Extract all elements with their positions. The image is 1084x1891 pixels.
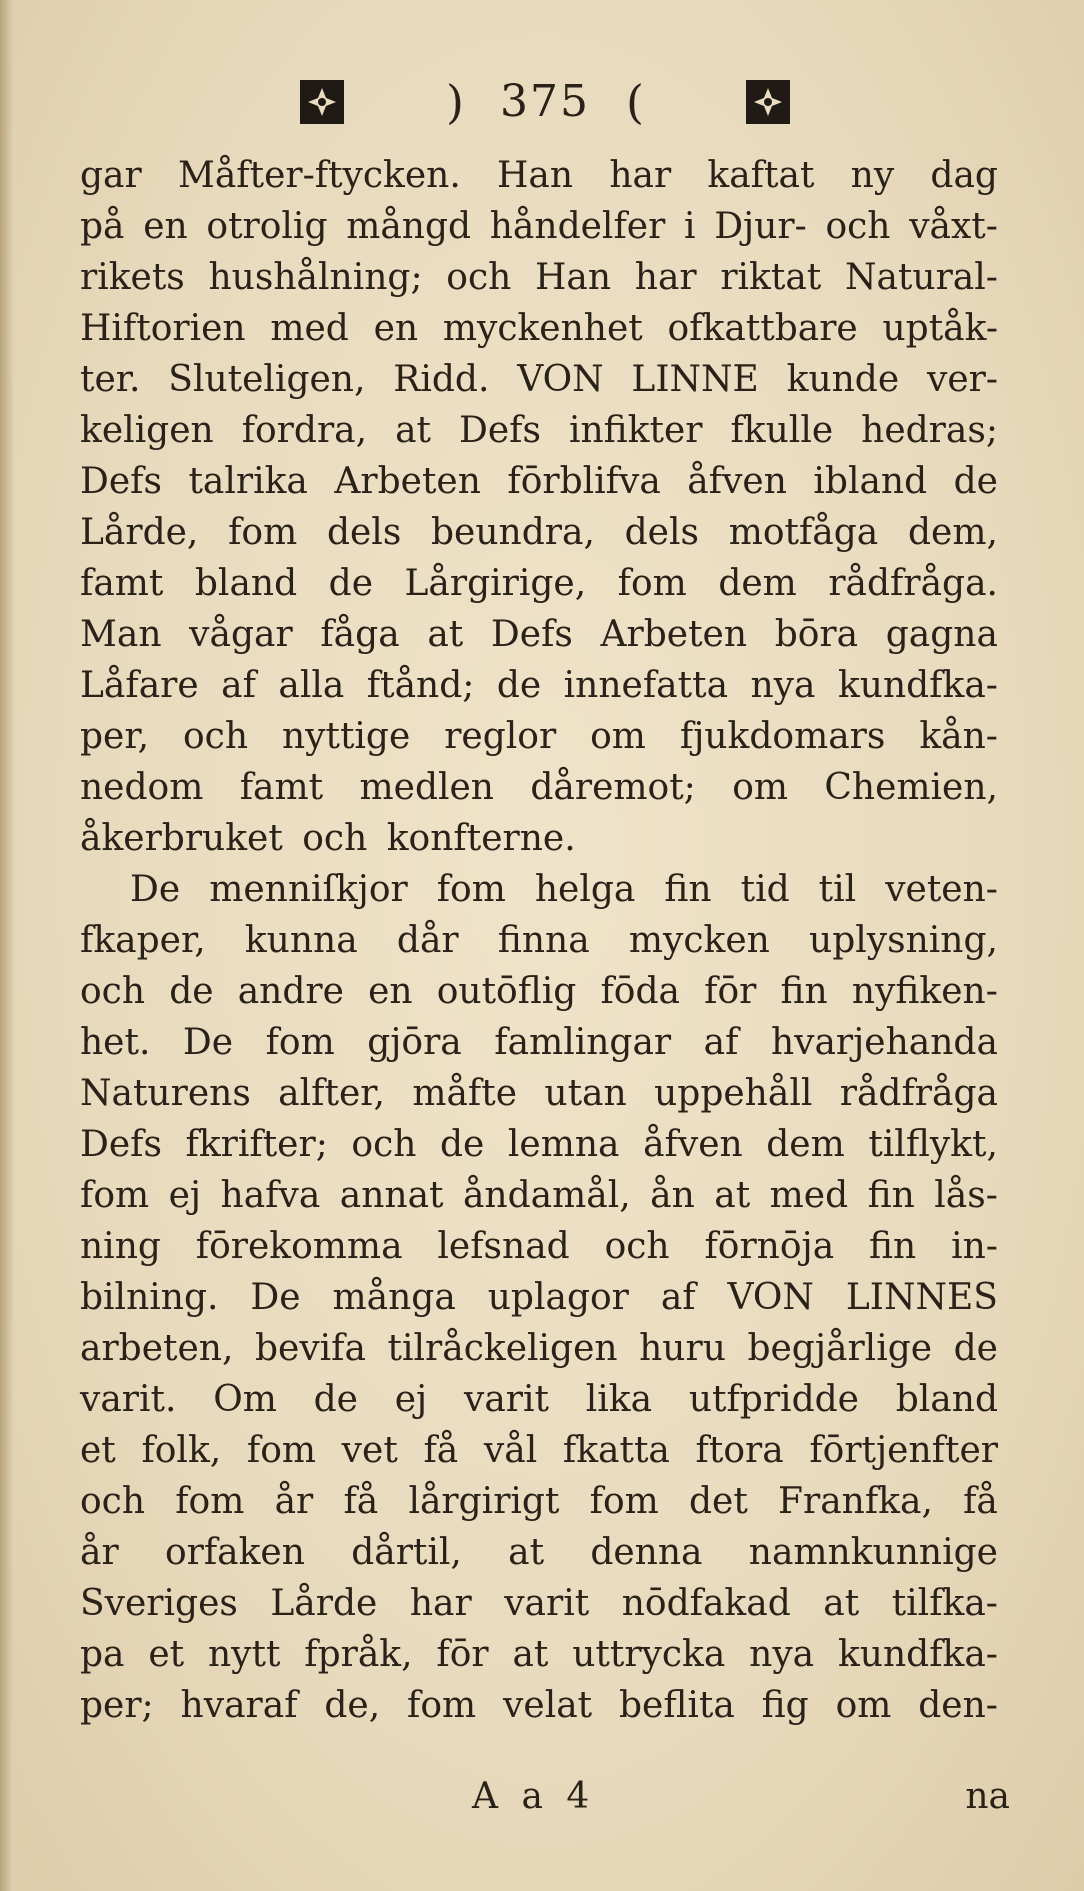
body-text bbox=[80, 150, 998, 1731]
text-line: arbeten, bevifa tilråckeligen huru begjårlige de bbox=[80, 1328, 998, 1369]
text-line: fkaper, kunna dår finna mycken uplysning, bbox=[80, 920, 998, 961]
text-line: Sveriges Lårde har varit nōdfakad at tilfka- bbox=[80, 1583, 998, 1624]
page-footer bbox=[80, 1776, 1010, 1836]
text-line: ter. Sluteligen, Ridd. VON LINNE kunde ver- bbox=[80, 359, 998, 400]
left-ornament-icon bbox=[300, 80, 344, 124]
text-line: famt bland de Lårgirige, fom dem rådfråga. bbox=[80, 563, 998, 604]
page-header bbox=[300, 72, 790, 132]
text-line: fom ej hafva annat åndamål, ån at med fin lås- bbox=[80, 1175, 998, 1216]
text-line: åkerbruket och konfterne. bbox=[80, 818, 576, 859]
text-line: Hiftorien med en myckenhet ofkattbare uptåk- bbox=[80, 308, 998, 349]
page-binding-edge bbox=[0, 0, 14, 1891]
text-line: Lårde, fom dels beundra, dels motfåga dem, bbox=[80, 512, 998, 553]
text-line: bilning. De många uplagor af VON LINNES bbox=[80, 1277, 998, 1318]
text-line: pa et nytt fpråk, fōr at uttrycka nya kundfka- bbox=[80, 1634, 998, 1675]
header-center bbox=[446, 75, 644, 129]
text-line: på en otrolig mångd håndelfer i Djur- och våxt- bbox=[80, 206, 998, 247]
signature-mark: A a 4 bbox=[472, 1776, 596, 1817]
left-bracket: ) bbox=[446, 75, 464, 129]
text-line: Defs talrika Arbeten fōrblifva åfven ibland de bbox=[80, 461, 998, 502]
text-line: år orfaken dårtil, at denna namnkunnige bbox=[80, 1532, 998, 1573]
text-line: De menniſkjor fom helga fin tid til veten- bbox=[130, 869, 998, 910]
text-line: per; hvaraf de, fom velat beflita fig om den- bbox=[80, 1685, 998, 1726]
text-line: nedom famt medlen dåremot; om Chemien, bbox=[80, 767, 998, 808]
text-line: Låfare af alla ftånd; de innefatta nya kundfka- bbox=[80, 665, 998, 706]
text-line: et folk, fom vet få vål fkatta ftora fōrtjenfter bbox=[80, 1430, 998, 1471]
text-line: varit. Om de ej varit lika utfpridde bland bbox=[80, 1379, 998, 1420]
page-number: 375 bbox=[500, 76, 590, 127]
text-line: och de andre en outōflig fōda fōr fin nyfiken- bbox=[80, 971, 998, 1012]
text-line: Man vågar fåga at Defs Arbeten bōra gagna bbox=[80, 614, 998, 655]
text-line: och fom år få lårgirigt fom det Franfka, få bbox=[80, 1481, 998, 1522]
text-line: gar Måfter-ftycken. Han har kaftat ny dag bbox=[80, 155, 998, 196]
catchword: na bbox=[965, 1776, 1010, 1817]
right-bracket: ( bbox=[625, 75, 644, 129]
text-line: Naturens alfter, måfte utan uppehåll rådfråga bbox=[80, 1073, 998, 1114]
text-line: ning fōrekomma lefsnad och fōrnōja fin in- bbox=[80, 1226, 998, 1267]
text-line: Defs fkrifter; och de lemna åfven dem tilflykt, bbox=[80, 1124, 998, 1165]
text-line: keligen fordra, at Defs infikter fkulle hedras; bbox=[80, 410, 998, 451]
right-ornament-icon bbox=[746, 80, 790, 124]
text-line: rikets hushålning; och Han har riktat Natural- bbox=[80, 257, 998, 298]
text-line: per, och nyttige reglor om fjukdomars kån- bbox=[80, 716, 998, 757]
text-line: het. De fom gjōra famlingar af hvarjehanda bbox=[80, 1022, 998, 1063]
